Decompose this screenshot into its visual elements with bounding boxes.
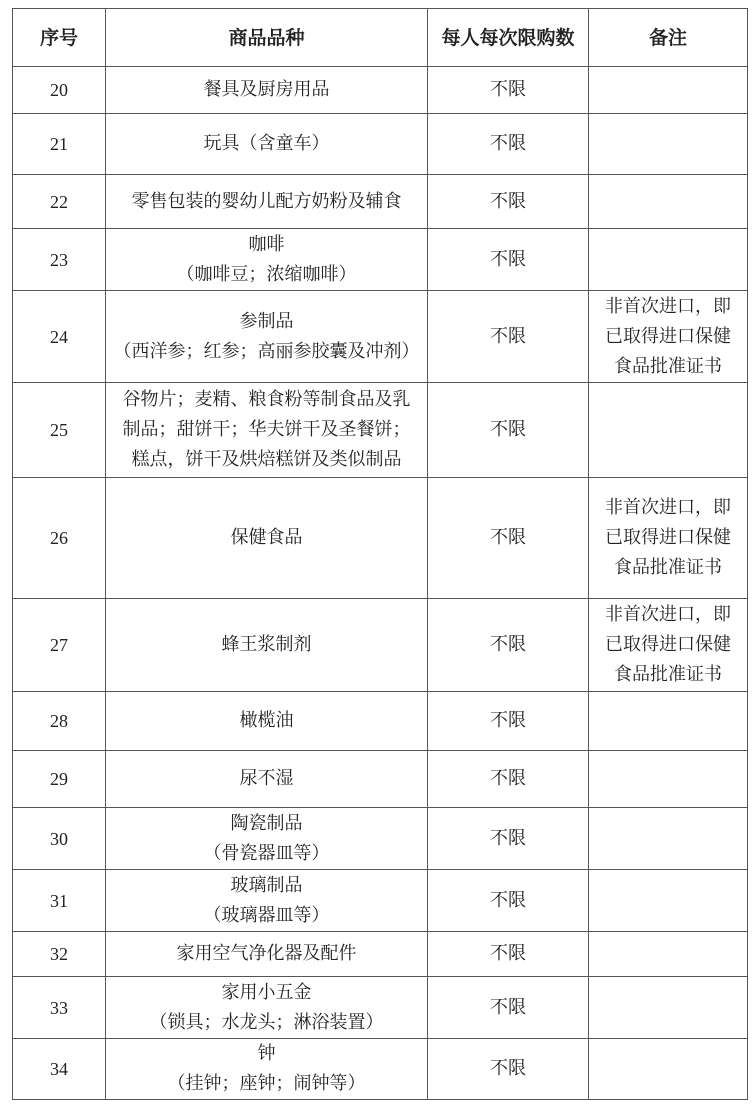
product-name-line: 家用小五金 [221,981,312,1003]
table-row [13,599,748,692]
row-number: 25 [13,383,106,478]
product-name [106,478,428,599]
product-name-line: 参制品 [239,310,294,332]
product-name [106,229,428,291]
table-row [13,175,748,229]
product-name-line: （锁具；水龙头；淋浴装置） [149,1011,384,1033]
product-name-line: 谷物片；麦精、粮食粉等制食品及乳 [122,389,411,410]
table-row [13,808,748,870]
product-name-line: 保健食品 [230,527,303,548]
product-name-line: 尿不湿 [239,768,294,789]
product-name-line: 家用空气净化器及配件 [176,943,357,964]
purchase-limit: 不限 [428,808,589,870]
row-number: 23 [13,229,106,291]
row-number: 28 [13,692,106,751]
purchase-limit: 不限 [428,478,589,599]
purchase-limit: 不限 [428,932,589,977]
row-number: 33 [13,977,106,1039]
table-row [13,751,748,808]
table-row [13,67,748,114]
product-name [106,1039,428,1100]
row-number: 26 [13,478,106,599]
table-row [13,291,748,383]
remark [589,291,748,383]
row-number: 27 [13,599,106,692]
remark-line: 食品批准证书 [614,664,722,685]
product-name-line: 陶瓷制品 [230,812,303,834]
product-name-line: （玻璃器皿等） [203,904,330,926]
product-name [106,291,428,383]
table-row [13,383,748,478]
remark-line: 非首次进口，即 [605,497,731,518]
product-name-line: （骨瓷器皿等） [203,842,330,864]
product-name [106,114,428,175]
remark-line: 已取得进口保健 [605,325,731,347]
purchase-limit: 不限 [428,229,589,291]
purchase-limit-table [12,8,748,1100]
header-remark: 备注 [589,9,748,67]
product-name-line: 糕点，饼干及烘焙糕饼及类似制品 [131,449,402,470]
product-name-line: （挂钟；座钟；闹钟等） [167,1073,366,1094]
remark [589,229,748,291]
table-row [13,692,748,751]
remark-line: 非首次进口，即 [605,295,731,317]
table-row [13,932,748,977]
table-body [13,67,748,1100]
remark-line: 非首次进口，即 [605,604,731,625]
table-row [13,977,748,1039]
product-name-line: 餐具及厨房用品 [203,79,330,100]
row-number: 30 [13,808,106,870]
remark [589,932,748,977]
product-name [106,692,428,751]
remark-line: 已取得进口保健 [605,527,731,548]
purchase-limit: 不限 [428,175,589,229]
product-name-line: （咖啡豆；浓缩咖啡） [176,263,357,285]
product-name-line: 钟 [257,1043,276,1064]
purchase-limit: 不限 [428,1039,589,1100]
purchase-limit: 不限 [428,291,589,383]
product-name [106,175,428,229]
remark-line: 已取得进口保健 [605,634,731,655]
row-number: 31 [13,870,106,932]
product-name [106,67,428,114]
purchase-limit: 不限 [428,977,589,1039]
remark [589,870,748,932]
product-name [106,870,428,932]
purchase-limit: 不限 [428,599,589,692]
header-limit: 每人每次限购数 [428,9,589,67]
remark [589,1039,748,1100]
product-name-line: 玩具（含童车） [203,133,330,154]
product-name-line: 咖啡 [248,233,285,255]
remark [589,751,748,808]
remark-line: 食品批准证书 [614,557,722,578]
product-name [106,599,428,692]
product-name-line: 零售包装的婴幼儿配方奶粉及辅食 [131,190,402,212]
product-name [106,751,428,808]
product-name-line: 橄榄油 [239,710,294,731]
table-row [13,1039,748,1100]
remark [589,478,748,599]
product-name-line: 制品；甜饼干；华夫饼干及圣餐饼； [122,419,411,440]
product-name [106,383,428,478]
header-name: 商品品种 [106,9,428,67]
table-row [13,229,748,291]
remark [589,977,748,1039]
row-number: 21 [13,114,106,175]
purchase-limit: 不限 [428,751,589,808]
product-name [106,808,428,870]
remark [589,808,748,870]
header-row [13,9,748,67]
table-row [13,114,748,175]
purchase-limit: 不限 [428,692,589,751]
purchase-limit: 不限 [428,114,589,175]
remark [589,383,748,478]
row-number: 34 [13,1039,106,1100]
product-name-line: 玻璃制品 [230,874,303,896]
remark [589,599,748,692]
purchase-limit: 不限 [428,870,589,932]
product-name [106,932,428,977]
remark [589,67,748,114]
product-name-line: （西洋参；红参；高丽参胶囊及冲剂） [113,340,420,362]
header-no: 序号 [13,9,106,67]
product-name [106,977,428,1039]
purchase-limit: 不限 [428,383,589,478]
row-number: 24 [13,291,106,383]
remark [589,175,748,229]
row-number: 22 [13,175,106,229]
product-name-line: 蜂王浆制剂 [221,634,312,655]
remark [589,114,748,175]
remark [589,692,748,751]
row-number: 20 [13,67,106,114]
purchase-limit: 不限 [428,67,589,114]
table-row [13,478,748,599]
row-number: 29 [13,751,106,808]
remark-line: 食品批准证书 [614,355,722,377]
table-row [13,870,748,932]
row-number: 32 [13,932,106,977]
